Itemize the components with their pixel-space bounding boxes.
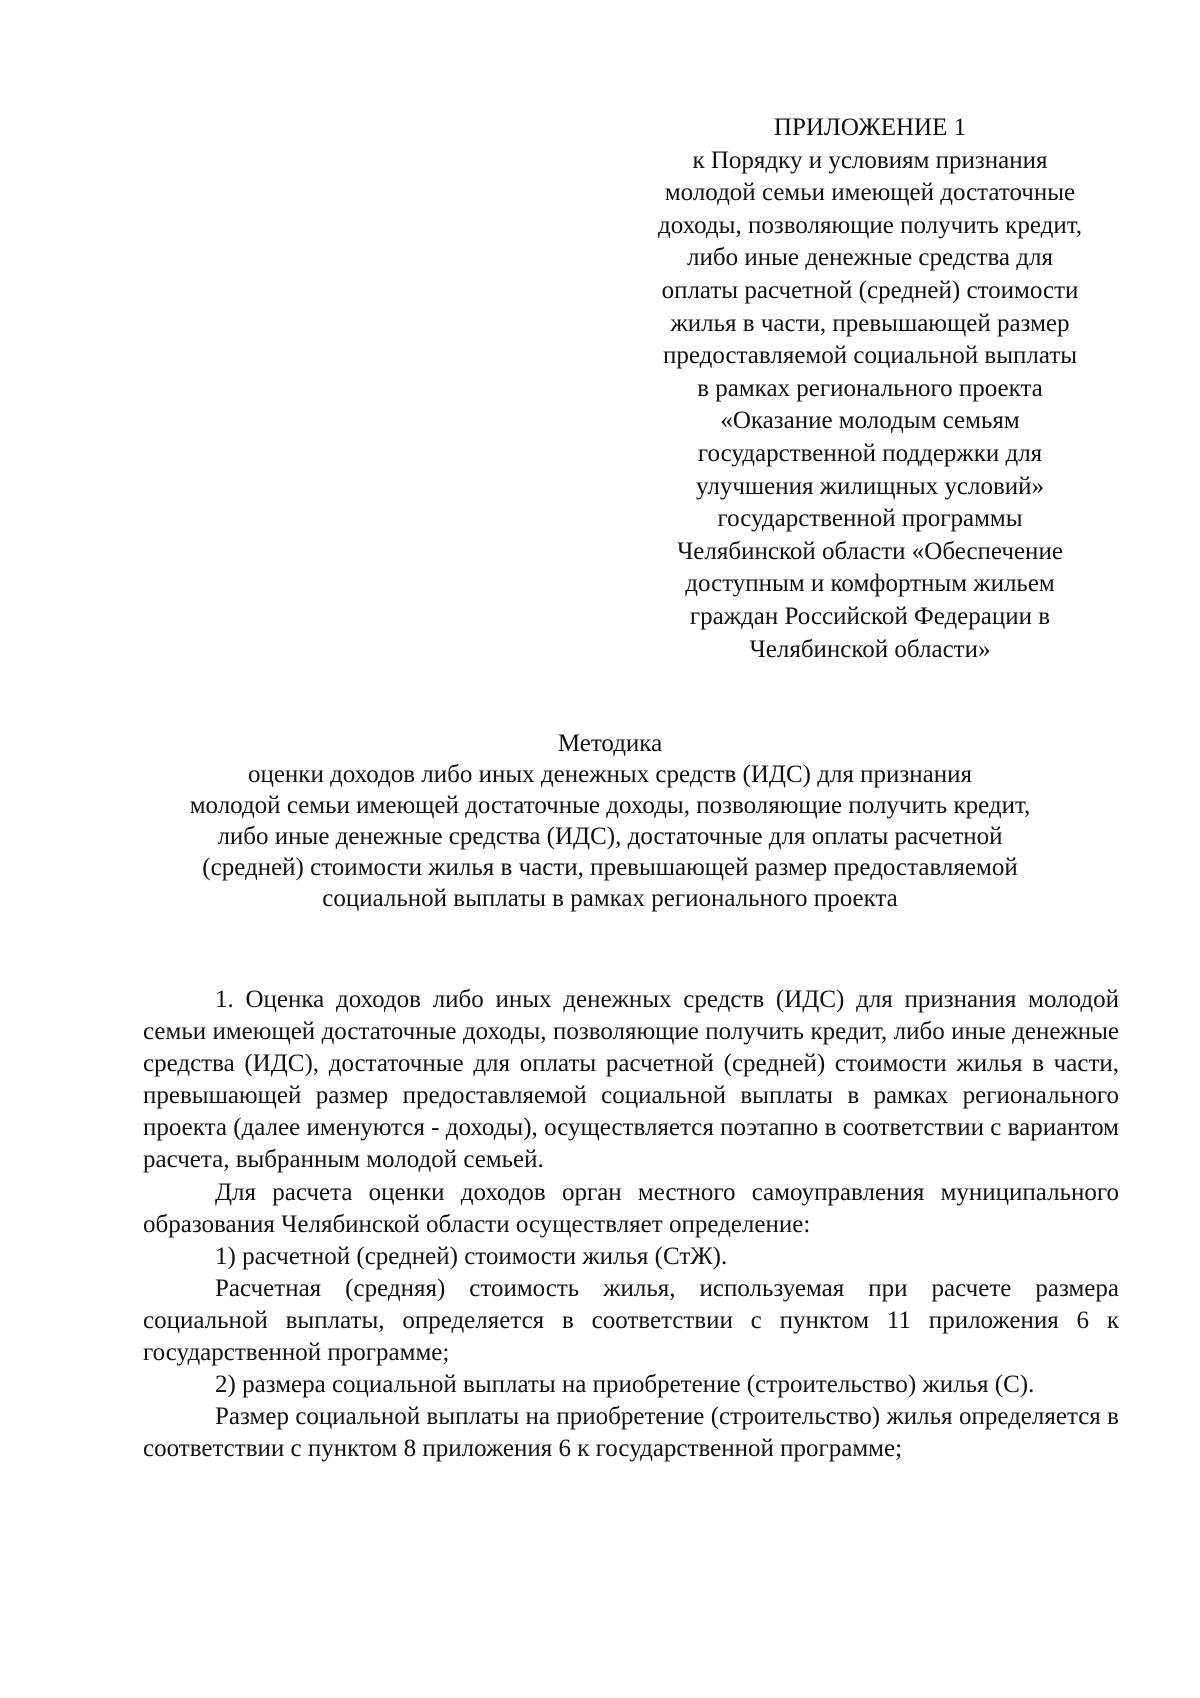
appendix-line: доступным и комфортным жильем	[685, 570, 1055, 598]
appendix-line: Челябинской области»	[749, 635, 991, 663]
appendix-line: оплаты расчетной (средней) стоимости	[661, 276, 1079, 304]
appendix-line: «Оказание молодым семьям	[720, 407, 1020, 435]
appendix-line: предоставляемой социальной выплаты	[662, 342, 1078, 370]
method-subtitle-line: (средней) стоимости жилья в части, превышающей размер предоставляемой	[202, 854, 1018, 881]
body-paragraph: 1. Оценка доходов либо иных денежных средств (ИДС) для признания молодой семьи имеющей достаточные доходы, позволяющие получить кредит, либо иные денежные средства (ИДС), достаточные для оплаты расчетной (средней) стоимости жилья в части, превышающей размер предоставляемой социальной выплаты в рамках регионального проекта (далее именуются - доходы), осуществляется поэтапно в соответствии с вариантом расчета, выбранным молодой семьей.	[143, 986, 1119, 1174]
appendix-line: государственной поддержки для	[697, 439, 1043, 467]
body-paragraph: Расчетная (средняя) стоимость жилья, используемая при расчете размера социальной выплаты, определяется в соответствии с пунктом 11 приложения 6 к государственной программе;	[143, 1274, 1119, 1367]
method-title: Методика	[557, 730, 663, 757]
appendix-line: улучшения жилищных условий»	[695, 472, 1045, 500]
body-paragraph: 1) расчетной (средней) стоимости жилья (СтЖ).	[215, 1242, 728, 1270]
body-paragraph: Размер социальной выплаты на приобретение (строительство) жилья определяется в соответствии с пунктом 8 приложения 6 к государственной программе;	[143, 1403, 1119, 1463]
method-title-block	[130, 728, 1090, 914]
appendix-line: государственной программы	[717, 505, 1023, 533]
appendix-line: либо иные денежные средства для	[687, 244, 1053, 272]
appendix-line: жилья в части, превышающей размер	[670, 309, 1070, 337]
appendix-title: ПРИЛОЖЕНИЕ 1	[773, 114, 967, 141]
appendix-line: к Порядку и условиям признания	[692, 146, 1048, 174]
body-paragraph: 2) размера социальной выплаты на приобретение (строительство) жилья (С).	[215, 1371, 1035, 1399]
appendix-line: молодой семьи имеющей достаточные	[664, 179, 1076, 207]
appendix-line: граждан Российской Федерации в	[689, 602, 1051, 630]
appendix-line: доходы, позволяющие получить кредит,	[658, 211, 1082, 239]
appendix-line: Челябинской области «Обеспечение	[677, 537, 1063, 565]
appendix-line: в рамках регионального проекта	[697, 374, 1043, 402]
method-subtitle-line: социальной выплаты в рамках регионального проекта	[322, 885, 898, 912]
method-subtitle-line: либо иные денежные средства (ИДС), достаточные для оплаты расчетной	[217, 823, 1003, 850]
method-subtitle-line: молодой семьи имеющей достаточные доходы, позволяющие получить кредит,	[189, 792, 1031, 819]
appendix-header	[610, 112, 1130, 666]
method-subtitle-line: оценки доходов либо иных денежных средств (ИДС) для признания	[247, 761, 973, 788]
body-paragraph: Для расчета оценки доходов орган местного самоуправления муниципального образования Челябинской области осуществляет определение:	[143, 1178, 1119, 1238]
body-text	[143, 984, 1119, 1465]
